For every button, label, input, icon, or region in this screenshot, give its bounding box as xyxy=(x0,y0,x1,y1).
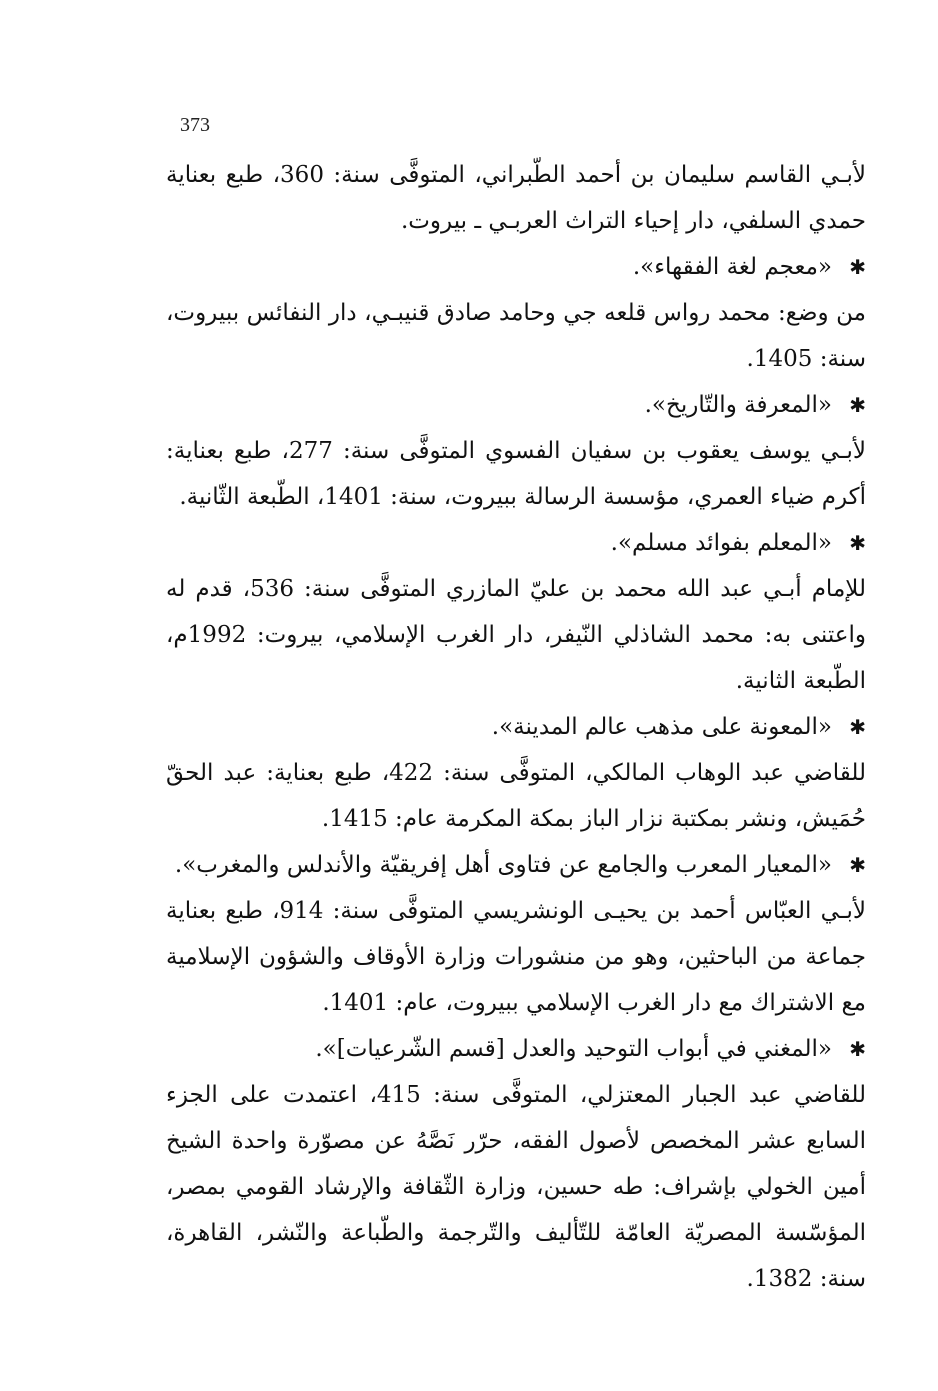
entry-heading xyxy=(166,704,866,750)
star-bullet-icon: ✱ xyxy=(849,1037,866,1061)
entry-title: «المعيار المعرب والجامع عن فتاوى أهل إفريقيّة والأندلس والمغرب». xyxy=(174,852,832,878)
entry-title: «المعونة على مذهب عالم المدينة». xyxy=(491,714,832,740)
bibliography-entry xyxy=(166,1026,866,1302)
page-number: 373 xyxy=(180,114,210,136)
entry-body: لأبـي يوسف يعقوب بن سفيان الفسوي المتوفَّى سنة: 277، طبع بعناية: أكرم ضياء العمري، مؤسسة الرسالة ببيروت، سنة: 1401، الطّبعة الثّانية. xyxy=(166,438,866,510)
entry-body: لأبـي القاسم سليمان بن أحمد الطّبراني، المتوفَّى سنة: 360، طبع بعناية حمدي السلفي، دار إحياء التراث العربـي ـ بيروت. xyxy=(166,162,866,234)
bibliography-entry xyxy=(166,244,866,382)
bibliography-entry xyxy=(166,152,866,244)
entry-body: للإمام أبـي عبد الله محمد بن عليّ المازري المتوفَّى سنة: 536، قدم له واعتنى به: محمد الشاذلي النّيفر، دار الغرب الإسلامي، بيروت: 1992م، الطّبعة الثانية. xyxy=(166,576,866,694)
entry-title: «معجم لغة الفقهاء». xyxy=(632,254,832,280)
entry-title: «المغني في أبواب التوحيد والعدل [قسم الشّرعيات]». xyxy=(315,1036,832,1062)
entry-title: «المعلم بفوائد مسلم». xyxy=(610,530,832,556)
entry-heading xyxy=(166,520,866,566)
bibliography-list xyxy=(166,152,866,1302)
bibliography-entry xyxy=(166,842,866,1026)
star-bullet-icon: ✱ xyxy=(849,255,866,279)
entry-heading xyxy=(166,842,866,888)
entry-body: من وضع: محمد رواس قلعه جي وحامد صادق قنيبـي، دار النفائس ببيروت، سنة: 1405. xyxy=(166,300,866,372)
entry-heading xyxy=(166,382,866,428)
entry-heading xyxy=(166,244,866,290)
star-bullet-icon: ✱ xyxy=(849,393,866,417)
bibliography-entry xyxy=(166,704,866,842)
entry-title: «المعرفة والتّاريخ». xyxy=(644,392,832,418)
star-bullet-icon: ✱ xyxy=(849,531,866,555)
star-bullet-icon: ✱ xyxy=(849,853,866,877)
star-bullet-icon: ✱ xyxy=(849,715,866,739)
bibliography-entry xyxy=(166,382,866,520)
entry-body: للقاضي عبد الوهاب المالكي، المتوفَّى سنة: 422، طبع بعناية: عبد الحقّ حُمَيش، ونشر بمكتبة نزار الباز بمكة المكرمة عام: 1415. xyxy=(166,760,866,832)
bibliography-entry xyxy=(166,520,866,704)
entry-heading xyxy=(166,1026,866,1072)
entry-body: لأبـي العبّاس أحمد بن يحيـى الونشريسي المتوفَّى سنة: 914، طبع بعناية جماعة من الباحثين، وهو من منشورات وزارة الأوقاف والشؤون الإسلامية مع الاشتراك مع دار الغرب الإسلامي ببيروت، عام: 1401. xyxy=(166,898,866,1016)
entry-body: للقاضي عبد الجبار المعتزلي، المتوفَّى سنة: 415، اعتمدت على الجزء السابع عشر المخصص لأصول الفقه، حرّر نَصَّهُ عن مصوّرة واحدة الشيخ أمين الخولي بإشراف: طه حسين، وزارة الثّقافة والإرشاد القومي بمصر، المؤسّسة المصريّة العامّة للتّأليف والتّرجمة والطّباعة والنّشر، القاهرة، سنة: 1382. xyxy=(166,1082,866,1292)
